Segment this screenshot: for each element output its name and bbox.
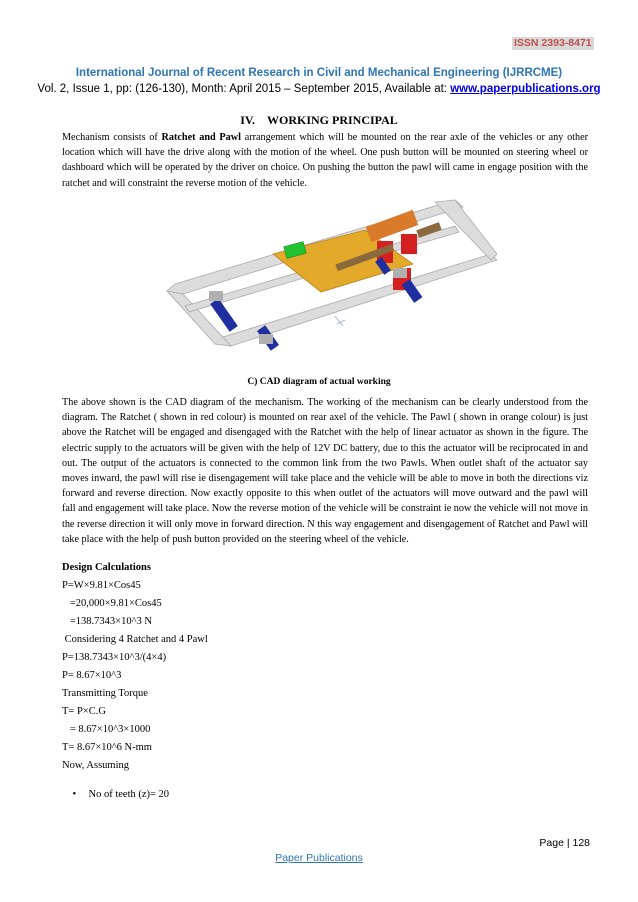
calc-line: =138.7343×10^3 N: [62, 616, 152, 627]
intro-text-bold: Ratchet and Pawl: [161, 132, 241, 143]
journal-title: International Journal of Recent Research in Civil and Mechanical Engineering (IJRRCME): [75, 67, 563, 79]
bullet-item: [62, 778, 169, 811]
calc-line: T= P×C.G: [62, 706, 106, 717]
intro-paragraph: [62, 130, 588, 191]
bullet-text: No of teeth (z)= 20: [88, 789, 170, 800]
calc-line: Considering 4 Ratchet and 4 Pawl: [62, 634, 208, 645]
description-paragraph: The above shown is the CAD diagram of the mechanism. The working of the mechanism can be clearly understood from the diagram. The Ratchet ( shown in red colour) is mounted on rear axel of the vehicle. The Pawl ( shown in orange colour) is just above the Ratchet will be engaged and disengaged with the Ratchet with the help of linear actuator as shown in the figure. The electric supply to the actuators will be given with the help of 12V DC battery, due to this the actuator will be reciprocated in and out. The output of the actuators is connected to the common link from the two Pawls. When outlet shaft of the actuator say moves inward, the pawl will rise ie disengagement will take place and the vehicle will be able to move in both the directions viz forward and reverse direction. Now exactly opposite to this when outlet of the actuators will move outward and the pawl will fall and engagement will take place. Now the reverse motion of the vehicle will be constraint ie now the vehicle will not move in the reverse direction it will only move in forward direction. N this way engagement and disengagement of Ratchet and Pawl will take place with the help of push button provided on the steering wheel of the vehicle.: [62, 397, 588, 545]
calc-line: =20,000×9.81×Cos45: [62, 598, 162, 609]
cad-diagram: [155, 196, 497, 356]
volume-info: [0, 83, 638, 95]
intro-text-a: Mechanism consists of: [62, 132, 162, 143]
calc-line: Transmitting Torque: [62, 688, 148, 699]
bullet-icon: •: [72, 789, 77, 800]
calc-line: P= 8.67×10^3: [62, 670, 122, 681]
calc-title: Design Calculations: [62, 562, 151, 573]
issn-badge: ISSN 2393-8471: [514, 37, 592, 49]
calc-line: P=138.7343×10^3/(4×4): [62, 652, 167, 663]
section-heading: IV. WORKING PRINCIPAL: [240, 113, 398, 127]
calc-line: P=W×9.81×Cos45: [62, 580, 141, 591]
volume-text: Vol. 2, Issue 1, pp: (126-130), Month: April 2015 – September 2015, Available at:: [37, 83, 447, 95]
website-link[interactable]: www.paperpublications.org: [450, 83, 601, 95]
publisher-link[interactable]: Paper Publications: [275, 852, 363, 864]
figure-caption: C) CAD diagram of actual working: [247, 377, 391, 387]
calc-line: Now, Assuming: [62, 760, 129, 771]
intro-text-c: arrangement which will be mounted on the rear axle of the vehicles or any other location which will have the drive along with the motion of the wheel. One push button will be mounted on steering wheel or dashboard which will be operated by the driver on choice. On pushing the button the pawl will came in engage position with the ratchet and will constraint the reverse motion of the vehicle.: [62, 132, 589, 189]
page-number: Page | 128: [539, 837, 590, 849]
calc-line: = 8.67×10^3×1000: [62, 724, 151, 735]
calc-line: T= 8.67×10^6 N-mm: [62, 742, 152, 753]
